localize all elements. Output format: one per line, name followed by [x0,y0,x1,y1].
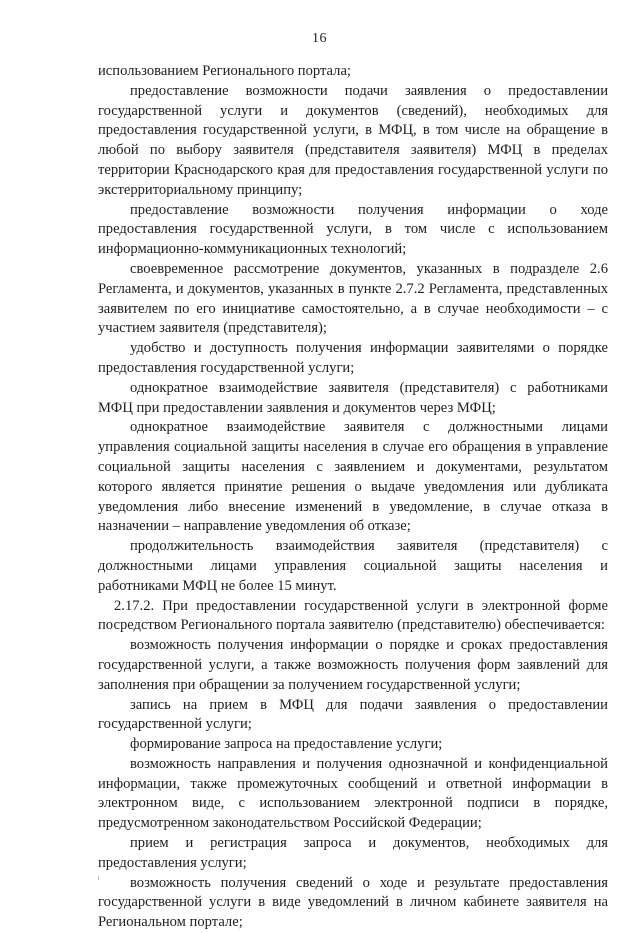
paragraph: использованием Регионального портала; [98,63,351,79]
page-number: 16 [312,31,327,46]
paragraph: формирование запроса на предоставление услуги; [130,736,443,753]
paragraph: прием и регистрация запроса и документов, необходимых для предоставления услуги; [98,835,608,871]
paragraph: удобство и доступность получения информации заявителями о порядке предоставления государственной услуги; [98,340,608,376]
document-body [98,62,608,933]
paragraph: возможность получения сведений о ходе и результате предоставления государственной услуги в виде уведомлений в личном кабинете заявителя на Региональном портале; [98,874,608,931]
scan-mark [98,876,99,880]
paragraph: предоставление возможности получения информации о ходе предоставления государственной услуги, в том числе с использованием информационно-коммуникационных технологий; [98,201,608,258]
paragraph: однократное взаимодействие заявителя (представителя) с работниками МФЦ при предоставлении заявления и документов через МФЦ; [98,379,608,416]
paragraph: продолжительность взаимодействия заявителя (представителя) с должностными лицами управления социальной защиты населения и работниками МФЦ не более 15 минут. [98,538,608,594]
paragraph: возможность направления и получения однозначной и конфиденциальной информации, также промежуточных сообщений и ответной информации в электронном виде, с использованием электронной подписи в порядке, предусмотренном законодательством Российской Федерации; [98,755,608,832]
paragraph: запись на прием в МФЦ для подачи заявления о предоставлении государственной услуги; [98,696,608,733]
paragraph: возможность получения информации о порядке и сроках предоставления государственной услуги, а также возможность получения форм заявлений для заполнения при обращении за получением государственной услуги; [98,637,608,693]
paragraph: своевременное рассмотрение документов, указанных в подразделе 2.6 Регламента, и документов, указанных в пункте 2.7.2 Регламента, представленных заявителем по его инициативе самостоятельно, а в случае необходимости – с участием заявителя (представителя); [98,260,608,337]
paragraph: предоставление возможности подачи заявления о предоставлении государственной услуги и документов (сведений), необходимых для предоставления государственной услуги, в МФЦ, в том числе на обращение в любой по выбору заявителя (представителя заявителя) МФЦ в пределах территории Краснодарского края для предоставления государственной услуги по экстерриториальному принципу; [98,82,608,198]
paragraph: однократное взаимодействие заявителя с должностными лицами управления социальной защиты населения в случае его обращения в управление социальной защиты населения с заявлением и документами, результатом которого является принятие решения о выдаче уведомления или дубликата уведомления либо внесение изменений в уведомление, в случае отказа в назначении – направление уведомления об отказе; [98,419,608,535]
section-paragraph: 2.17.2. При предоставлении государственной услуги в электронной форме посредством Регионального портала заявителю (представителю) обеспечивается: [98,597,608,634]
